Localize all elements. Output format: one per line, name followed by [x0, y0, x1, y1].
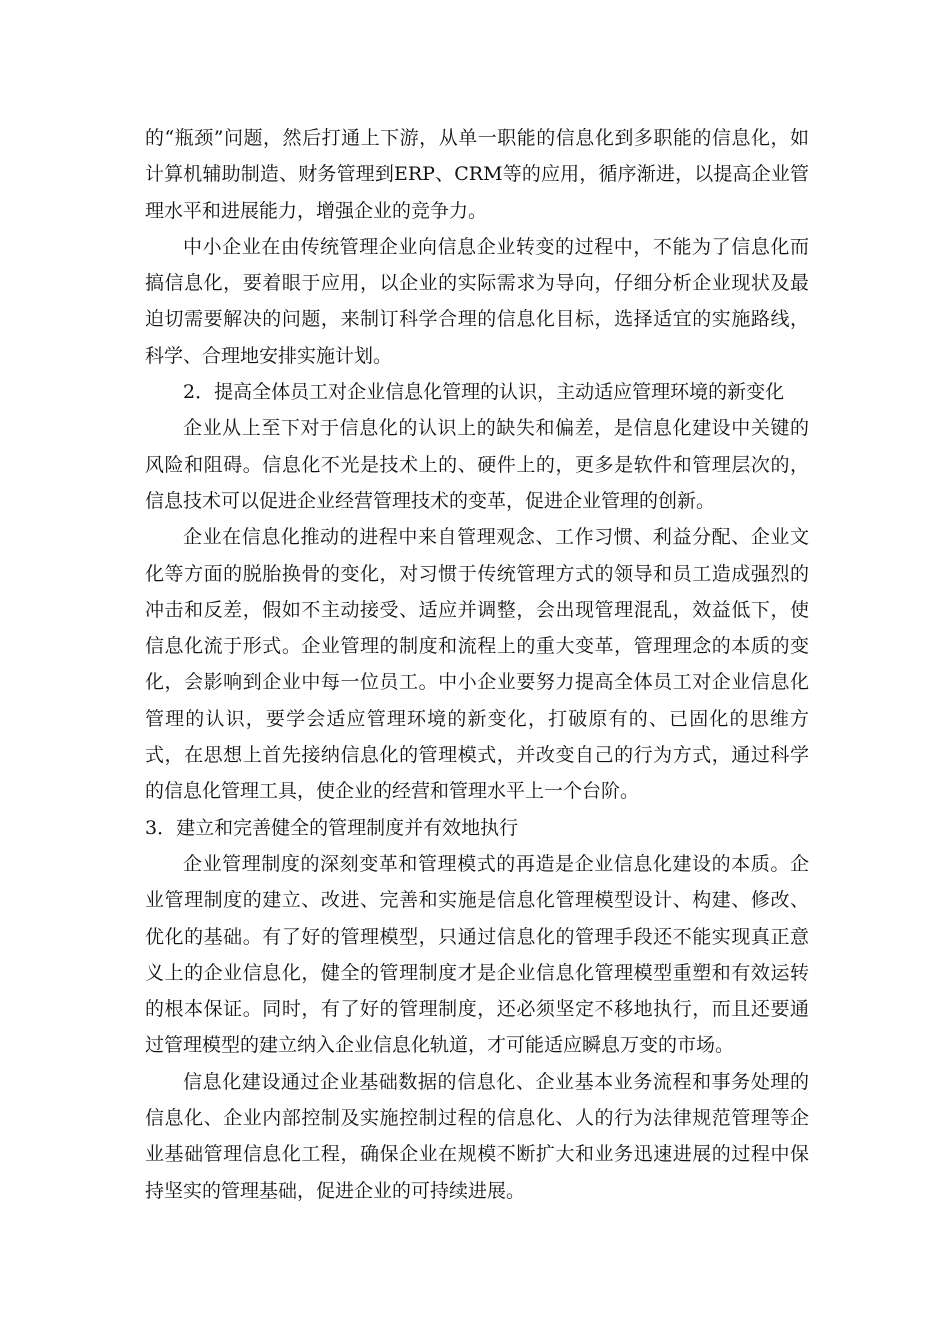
- paragraph-management-system: 企业管理制度的深刻变革和管理模式的再造是企业信息化建设的本质。企业管理制度的建立、改进、完善和实施是信息化管理模型设计、构建、修改、优化的基础。有了好的管理模型，只通过信息化的管理手段还不能实现真正意义上的企业信息化，健全的管理制度才是企业信息化管理模型重塑和有效运转的根本保证。同时，有了好的管理制度，还必须坚定不移地执行，而且还要通过管理模型的建立纳入企业信息化轨道，才可能适应瞬息万变的市场。: [145, 852, 809, 1057]
- document-body: [145, 120, 809, 1209]
- section-heading-3: 3．建立和完善健全的管理制度并有效地执行: [145, 816, 519, 839]
- paragraph-awareness-risk: 企业从上至下对于信息化的认识上的缺失和偏差，是信息化建设中关键的风险和阻碍。信息化不光是技术上的、硬件上的，更多是软件和管理层次的，信息技术可以促进企业经营管理技术的变革，促进企业管理的创新。: [145, 417, 809, 512]
- paragraph-info-transition: 中小企业在由传统管理企业向信息企业转变的过程中，不能为了信息化而搞信息化，要着眼于应用，以企业的实际需求为导向，仔细分析企业现状及最迫切需要解决的问题，来制订科学合理的信息化目标，选择适宜的实施路线，科学、合理地安排实施计划。: [145, 235, 809, 367]
- paragraph-change-impact: 企业在信息化推动的进程中来自管理观念、工作习惯、利益分配、企业文化等方面的脱胎换骨的变化，对习惯于传统管理方式的领导和员工造成强烈的冲击和反差，假如不主动接受、适应并调整，会出现管理混乱，效益低下，使信息化流于形式。企业管理的制度和流程上的重大变革，管理理念的本质的变化，会影响到企业中每一位员工。中小企业要努力提高全体员工对企业信息化管理的认识，要学会适应管理环境的新变化，打破原有的、已固化的思维方式，在思想上首先接纳信息化的管理模式，并改变自己的行为方式，通过科学的信息化管理工具，使企业的经营和管理水平上一个台阶。: [145, 526, 809, 803]
- paragraph-continuation: 的“瓶颈”问题，然后打通上下游，从单一职能的信息化到多职能的信息化，如计算机辅助制造、财务管理到ERP、CRM等的应用，循序渐进，以提高企业管理水平和进展能力，增强企业的竞争力。: [145, 127, 809, 222]
- paragraph-infrastructure: 信息化建设通过企业基础数据的信息化、企业基本业务流程和事务处理的信息化、企业内部控制及实施控制过程的信息化、人的行为法律规范管理等企业基础管理信息化工程，确保企业在规模不断扩大和业务迅速进展的过程中保持坚实的管理基础，促进企业的可持续进展。: [145, 1070, 809, 1202]
- section-heading-2: 2．提高全体员工对企业信息化管理的认识，主动适应管理环境的新变化: [183, 381, 785, 404]
